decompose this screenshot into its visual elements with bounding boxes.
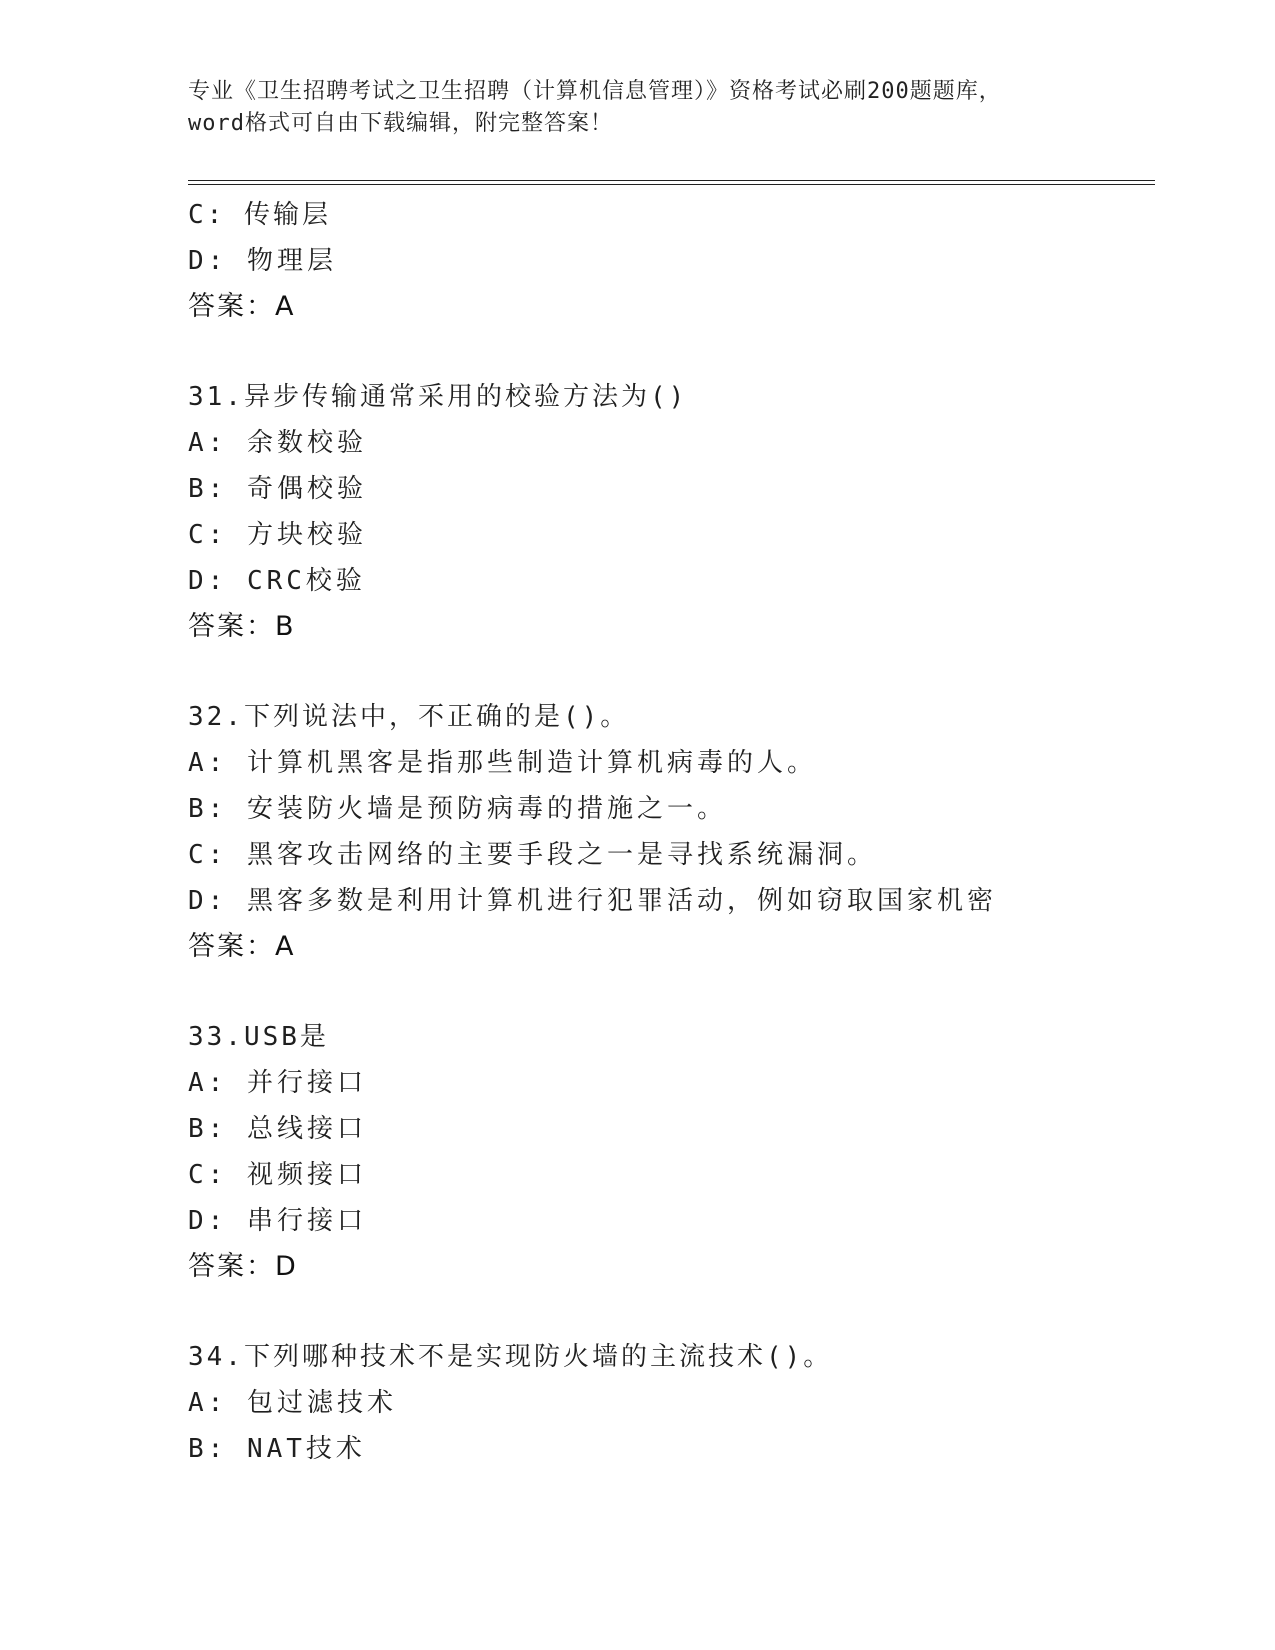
option-b: B: 奇偶校验	[188, 474, 367, 504]
question-list	[188, 192, 1148, 1472]
option-b: B: NAT技术	[188, 1434, 366, 1464]
question-stem: 31.异步传输通常采用的校验方法为()	[188, 382, 688, 412]
option-c: C: 黑客攻击网络的主要手段之一是寻找系统漏洞。	[188, 840, 877, 870]
question-stem: 32.下列说法中，不正确的是()。	[188, 702, 630, 732]
question-31	[188, 374, 1148, 650]
option-b: B: 总线接口	[188, 1114, 367, 1144]
option-b: B: 安装防火墙是预防病毒的措施之一。	[188, 794, 727, 824]
option-d: D: 黑客多数是利用计算机进行犯罪活动，例如窃取国家机密	[188, 886, 997, 916]
option-c: C: 传输层	[188, 200, 331, 230]
option-a: A: 并行接口	[188, 1068, 367, 1098]
option-d: D: 串行接口	[188, 1206, 367, 1236]
question-gap	[188, 330, 1148, 374]
answer-line: 答案：B	[188, 611, 296, 642]
option-c: C: 方块校验	[188, 520, 367, 550]
question-32	[188, 694, 1148, 970]
option-d: D: 物理层	[188, 246, 337, 276]
answer-line: 答案：A	[188, 931, 296, 962]
question-stem: 34.下列哪种技术不是实现防火墙的主流技术()。	[188, 1342, 833, 1372]
question-34	[188, 1334, 1148, 1472]
answer-line: 答案：D	[188, 1251, 298, 1282]
question-gap	[188, 650, 1148, 694]
header-title-line-1: 专业《卫生招聘考试之卫生招聘（计算机信息管理）》资格考试必刷200题题库，	[188, 79, 1002, 104]
answer-line: 答案：A	[188, 291, 296, 322]
option-a: A: 余数校验	[188, 428, 367, 458]
option-c: C: 视频接口	[188, 1160, 367, 1190]
option-a: A: 包过滤技术	[188, 1388, 397, 1418]
question-stem: 33.USB是	[188, 1022, 329, 1052]
question-30-tail	[188, 192, 1148, 330]
question-gap	[188, 970, 1148, 1014]
option-d: D: CRC校验	[188, 566, 366, 596]
header-divider	[188, 180, 1155, 185]
header-title-line-2: word格式可自由下载编辑，附完整答案！	[188, 111, 613, 136]
document-header	[188, 76, 1088, 140]
question-33	[188, 1014, 1148, 1290]
question-gap	[188, 1290, 1148, 1334]
option-a: A: 计算机黑客是指那些制造计算机病毒的人。	[188, 748, 817, 778]
